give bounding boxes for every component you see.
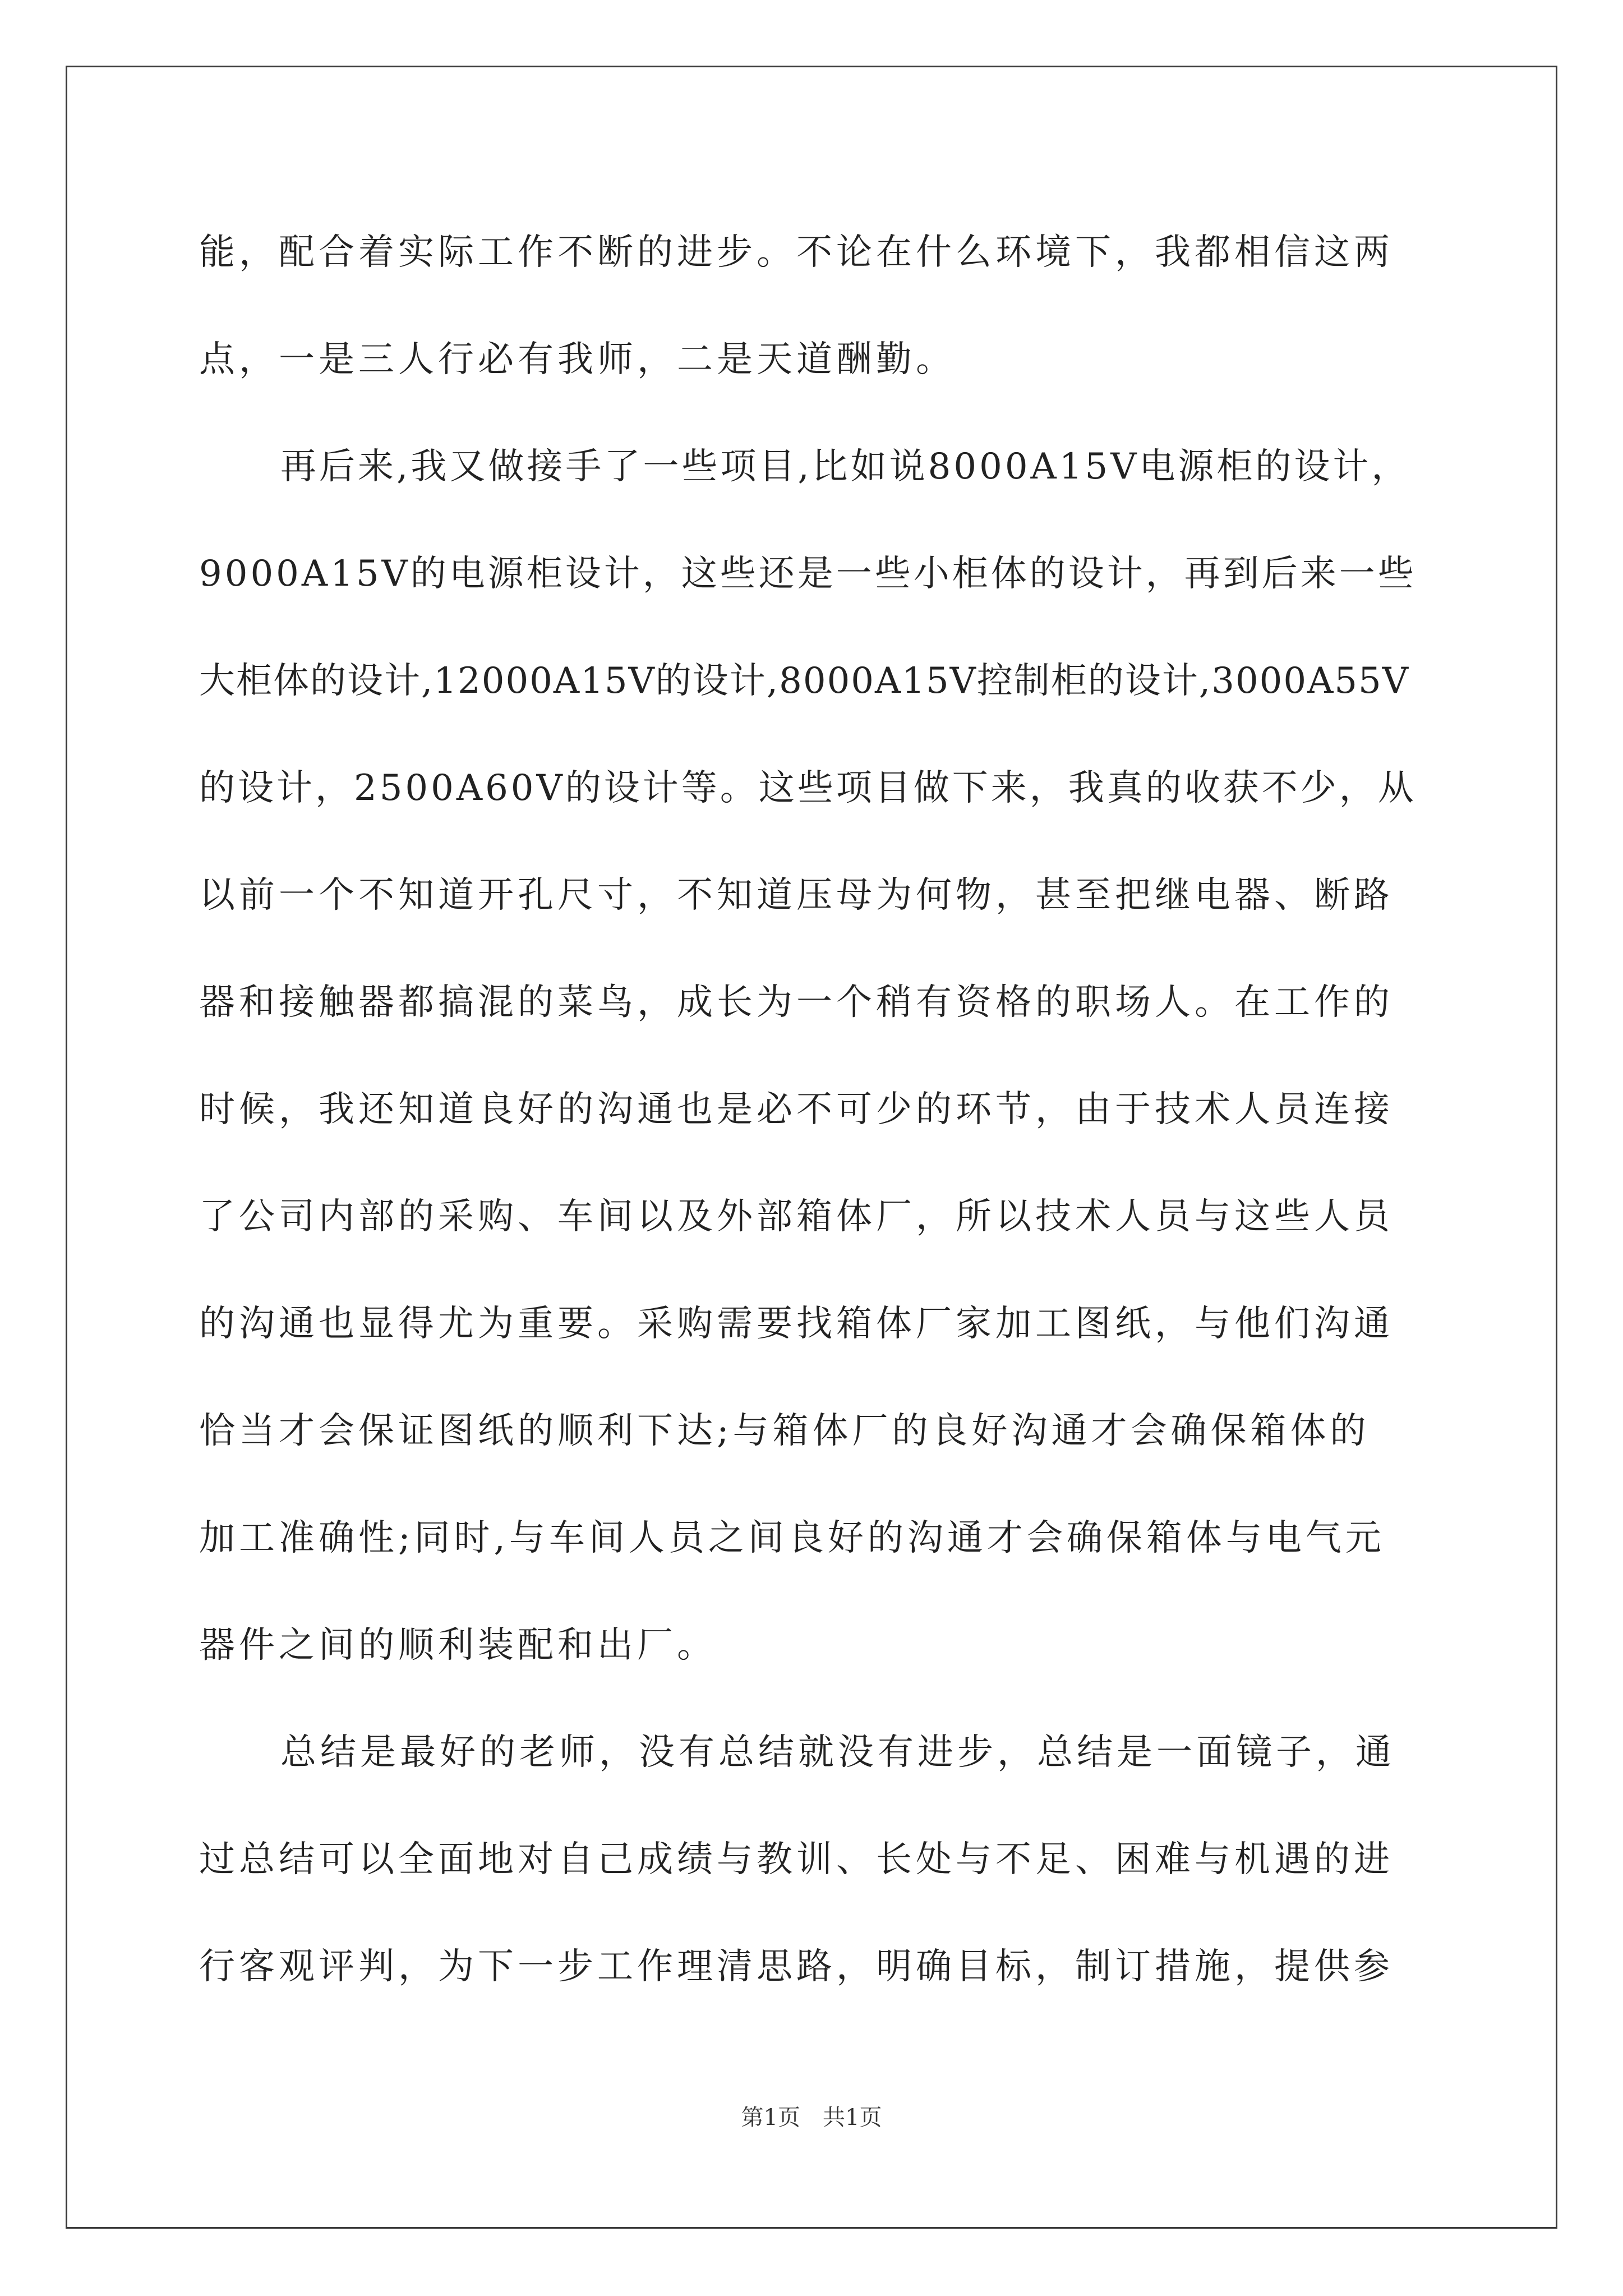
text-line: 的设计，2500A60V的设计等。这些项目做下来，我真的收获不少，从 — [199, 767, 1417, 809]
page-border — [66, 66, 1557, 2229]
text-line: 能，配合着实际工作不断的进步。不论在什么环境下，我都相信这两 — [199, 232, 1394, 273]
text-line: 点，一是三人行必有我师，二是天道酬勤。 — [199, 339, 956, 380]
page-footer — [0, 2101, 1623, 2134]
text-line: 时候，我还知道良好的沟通也是必不可少的环节，由于技术人员连接 — [199, 1089, 1394, 1130]
text-line: 加工准确性;同时,与车间人员之间良好的沟通才会确保箱体与电气元 — [199, 1517, 1385, 1559]
text-line: 恰当才会保证图纸的顺利下达;与箱体厂的良好沟通才会确保箱体的 — [199, 1410, 1370, 1452]
text-line: 行客观评判，为下一步工作理清思路，明确目标，制订措施，提供参 — [199, 1946, 1394, 1987]
page-number: 第1页 — [741, 2105, 800, 2131]
text-line: 了公司内部的采购、车间以及外部箱体厂，所以技术人员与这些人员 — [199, 1196, 1394, 1237]
text-line: 过总结可以全面地对自己成绩与教训、长处与不足、困难与机遇的进 — [199, 1839, 1394, 1880]
text-line: 器件之间的顺利装配和出厂。 — [199, 1625, 717, 1666]
paragraph-start-line: 再后来,我又做接手了一些项目,比如说8000A15V电源柜的设计， — [280, 446, 1410, 487]
text-line: 9000A15V的电源柜设计，这些还是一些小柜体的设计，再到后来一些 — [199, 553, 1417, 595]
text-line: 以前一个不知道开孔尺寸，不知道压母为何物，甚至把继电器、断路 — [199, 875, 1394, 916]
page-total: 共1页 — [823, 2105, 882, 2131]
text-line: 器和接触器都搞混的菜鸟，成长为一个稍有资格的职场人。在工作的 — [199, 982, 1394, 1023]
text-line: 大柜体的设计,12000A15V的设计,8000A15V控制柜的设计,3000A55V — [199, 660, 1409, 702]
text-line: 的沟通也显得尤为重要。采购需要找箱体厂家加工图纸，与他们沟通 — [199, 1303, 1394, 1345]
paragraph-start-line: 总结是最好的老师，没有总结就没有进步，总结是一面镜子，通 — [280, 1732, 1395, 1773]
